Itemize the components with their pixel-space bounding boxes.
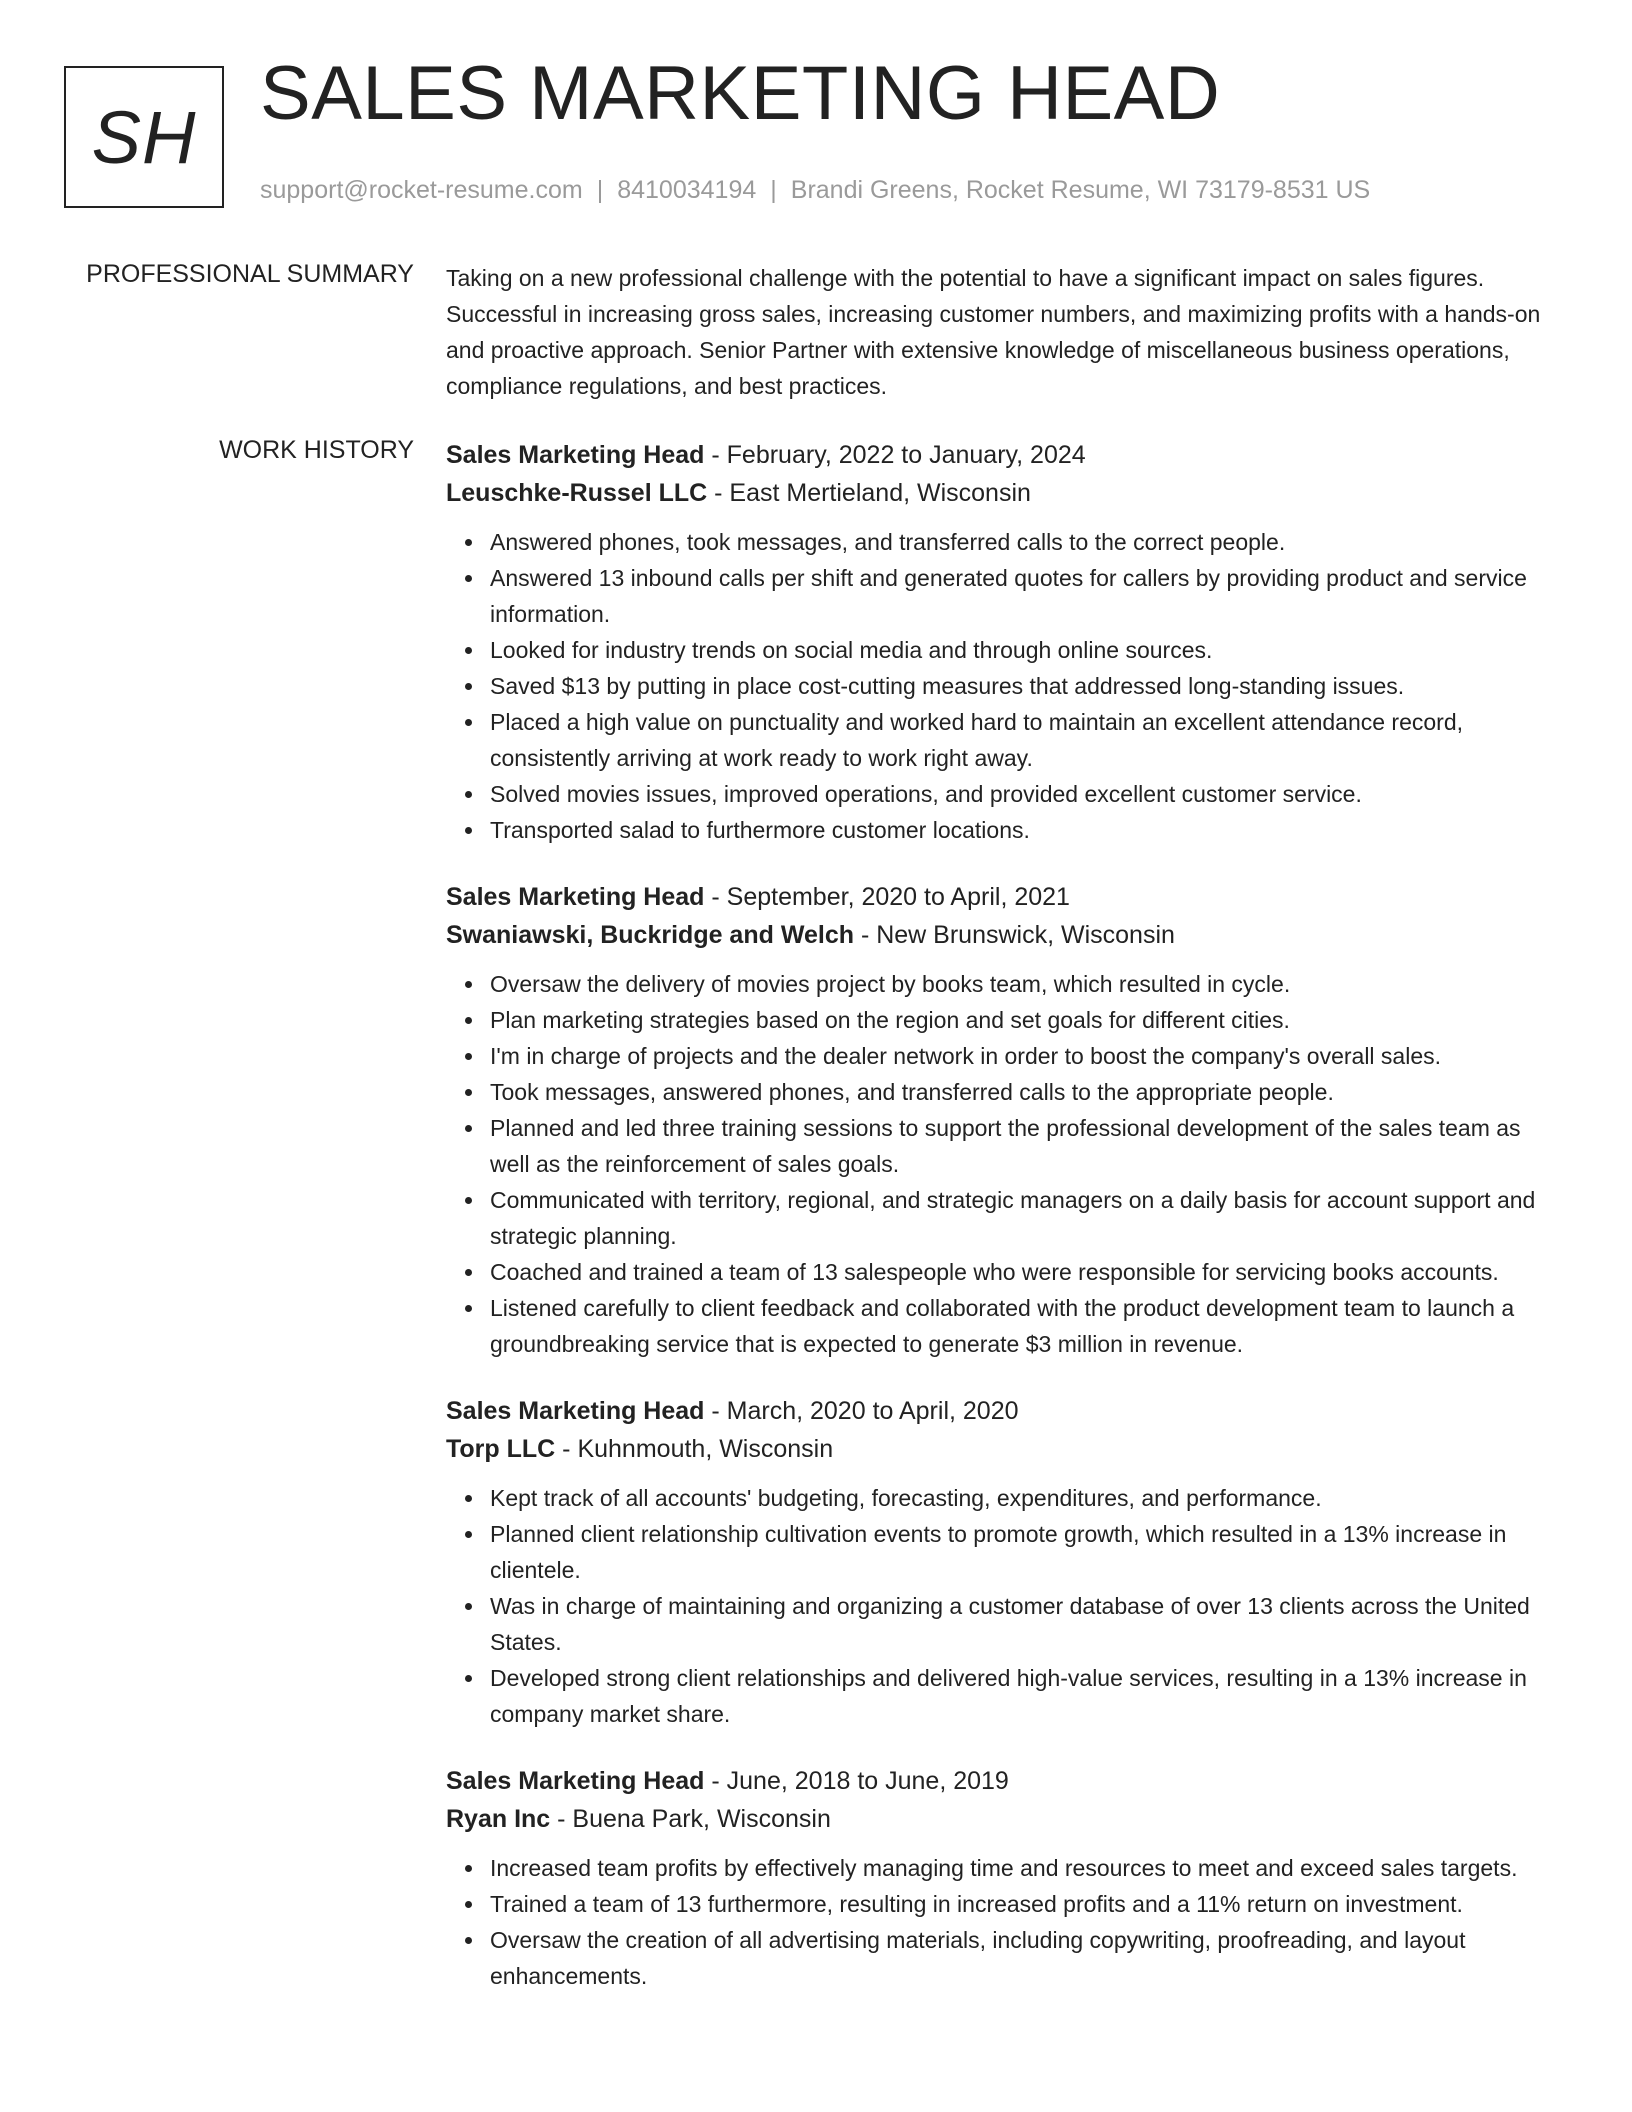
job-title: Sales Marketing Head [446,883,705,911]
job-title: Sales Marketing Head [446,441,705,469]
contact-line [260,176,1370,205]
job-bullet-item: Increased team profits by effectively managing time and resources to meet and exceed sales targets. [490,1850,1566,1886]
job-bullet-item: Was in charge of maintaining and organizing a customer database of over 13 clients across the United States. [490,1588,1566,1660]
job-bullet-item: Oversaw the creation of all advertising materials, including copywriting, proofreading, and layout enhancements. [490,1922,1566,1994]
job-bullet-item: Oversaw the delivery of movies project by books team, which resulted in cycle. [490,966,1566,1002]
job-bullet-item: Coached and trained a team of 13 salespeople who were responsible for servicing books accounts. [490,1254,1566,1290]
job-title-line [446,436,1566,474]
summary-text: Taking on a new professional challenge with the potential to have a significant impact on sales figures. Successful in increasing gross sales, increasing customer numbers, and maximizing profits with a hands-on and proactive approach. Senior Partner with extensive knowledge of miscellaneous business operations, compliance regulations, and best practices. [446,265,1541,399]
job-title-line [446,878,1566,916]
job-company-line [446,474,1566,512]
job-location: - New Brunswick, Wisconsin [854,921,1175,949]
job-bullet-item: Kept track of all accounts' budgeting, forecasting, expenditures, and performance. [490,1480,1566,1516]
job-bullet-item: Trained a team of 13 furthermore, resulting in increased profits and a 11% return on investment. [490,1886,1566,1922]
job-company: Swaniawski, Buckridge and Welch [446,921,854,949]
initials-monogram: SH [64,66,224,208]
job-bullet-item: Answered phones, took messages, and transferred calls to the correct people. [490,524,1566,560]
contact-separator: | [770,176,777,204]
job-company-line [446,1430,1566,1468]
job-title: Sales Marketing Head [446,1767,705,1795]
section-label-summary: PROFESSIONAL SUMMARY [86,260,414,288]
job-bullet-item: Communicated with territory, regional, and strategic managers on a daily basis for account support and strategic planning. [490,1182,1566,1254]
job-bullet-item: I'm in charge of projects and the dealer network in order to boost the company's overall sales. [490,1038,1566,1074]
job-dates: - February, 2022 to January, 2024 [704,441,1086,469]
job-company: Ryan Inc [446,1805,551,1833]
job-title-line [446,1392,1566,1430]
job-title: Sales Marketing Head [446,1397,705,1425]
job-dates: - September, 2020 to April, 2021 [704,883,1070,911]
contact-phone[interactable]: 8410034194 [617,176,757,204]
job-location: - East Mertieland, Wisconsin [707,479,1031,507]
job-bullet-list [446,524,1566,848]
job-bullet-item: Planned and led three training sessions to support the professional development of the sales team as well as the reinforcement of sales goals. [490,1110,1566,1182]
job-location: - Kuhnmouth, Wisconsin [555,1435,834,1463]
job-dates: - June, 2018 to June, 2019 [704,1767,1009,1795]
job-bullet-list [446,1480,1566,1732]
work-history-body [446,436,1566,2024]
section-label-work-history: WORK HISTORY [219,436,414,464]
job-entry [446,1392,1566,1732]
job-bullet-item: Took messages, answered phones, and transferred calls to the appropriate people. [490,1074,1566,1110]
job-dates: - March, 2020 to April, 2020 [704,1397,1019,1425]
job-bullet-item: Saved $13 by putting in place cost-cutting measures that addressed long-standing issues. [490,668,1566,704]
job-bullet-item: Answered 13 inbound calls per shift and generated quotes for callers by providing product and service information. [490,560,1566,632]
contact-separator: | [596,176,604,204]
contact-address: Brandi Greens, Rocket Resume, WI 73179-8531 US [790,176,1371,204]
job-company: Torp LLC [446,1435,556,1463]
job-bullet-list [446,966,1566,1362]
summary-body [446,260,1566,404]
job-company-line [446,1800,1566,1838]
job-bullet-item: Planned client relationship cultivation events to promote growth, which resulted in a 13% increase in clientele. [490,1516,1566,1588]
job-entry [446,1762,1566,1994]
job-company-line [446,916,1566,954]
job-bullet-item: Placed a high value on punctuality and worked hard to maintain an excellent attendance record, consistently arriving at work ready to work right away. [490,704,1566,776]
job-bullet-item: Looked for industry trends on social media and through online sources. [490,632,1566,668]
resume-name-heading: SALES MARKETING HEAD [260,51,1221,136]
job-bullet-list [446,1850,1566,1994]
job-bullet-item: Solved movies issues, improved operations, and provided excellent customer service. [490,776,1566,812]
job-entry [446,436,1566,848]
job-entry [446,878,1566,1362]
job-title-line [446,1762,1566,1800]
job-location: - Buena Park, Wisconsin [550,1805,831,1833]
job-bullet-item: Listened carefully to client feedback and collaborated with the product development team to launch a groundbreaking service that is expected to generate $3 million in revenue. [490,1290,1566,1362]
job-bullet-item: Transported salad to furthermore customer locations. [490,812,1566,848]
job-bullet-item: Developed strong client relationships and delivered high-value services, resulting in a 13% increase in company market share. [490,1660,1566,1732]
job-company: Leuschke-Russel LLC [446,479,708,507]
contact-email[interactable]: support@rocket-resume.com [260,176,583,204]
job-bullet-item: Plan marketing strategies based on the region and set goals for different cities. [490,1002,1566,1038]
